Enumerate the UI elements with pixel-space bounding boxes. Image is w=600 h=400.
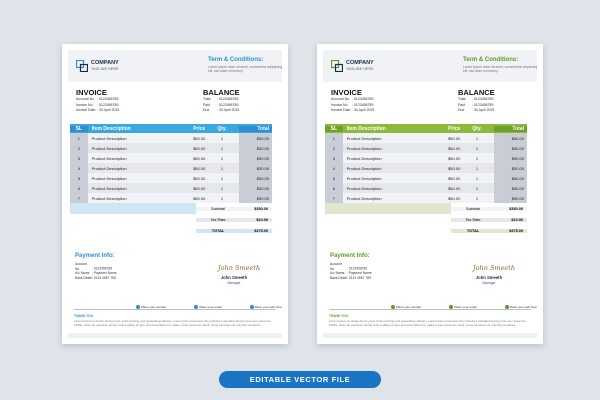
cell-sl: 2 <box>70 143 88 153</box>
info-label: Total <box>203 97 211 101</box>
cell-description: Product Description <box>346 155 382 161</box>
cell-description: Product Description <box>91 185 127 191</box>
info-label: Invoice No <box>76 102 93 107</box>
cell-total: $50.00 <box>239 163 272 173</box>
info-label: Invoice Date <box>331 108 351 112</box>
contact-web: Place your web here <box>254 305 282 309</box>
pay-value: : 0123456789 <box>347 266 368 271</box>
cell-qty: 1 <box>475 145 479 151</box>
total-value: $375.00 <box>495 229 527 233</box>
header-sl: SL <box>325 126 343 132</box>
cell-description: Product Description <box>346 185 382 191</box>
subtotal-row <box>325 203 527 214</box>
info-value: : 30 April 2015 <box>217 108 240 112</box>
table-row <box>325 173 527 183</box>
info-label: Invoice Date <box>76 108 96 112</box>
table-row <box>70 143 272 153</box>
table-row <box>70 193 272 203</box>
cell-price: $50.00 <box>448 145 461 151</box>
header-price: Price <box>448 125 461 132</box>
cell-qty: 1 <box>220 175 224 181</box>
cell-price: $50.00 <box>193 175 206 181</box>
balance-title: BALANCE <box>458 88 495 97</box>
cell-description: Product Description <box>91 135 127 141</box>
info-label: Due <box>203 108 210 112</box>
footer-bar <box>323 333 537 338</box>
tax-value: $10.00 <box>495 218 527 222</box>
cell-description: Product Description <box>346 195 382 201</box>
cell-total: $50.00 <box>494 163 527 173</box>
pay-label: Bank Detail <box>330 276 347 281</box>
info-value: : 30 April 2015 <box>97 108 120 112</box>
cell-total: $50.00 <box>239 193 272 203</box>
cell-sl: 5 <box>325 173 343 183</box>
cell-sl: 6 <box>70 183 88 193</box>
info-label: Paid <box>203 102 211 107</box>
cell-total: $50.00 <box>239 173 272 183</box>
cell-qty: 1 <box>475 195 479 201</box>
info-label: Paid <box>458 102 466 107</box>
cell-sl: 3 <box>70 153 88 163</box>
info-value: : 30 April 2015 <box>352 108 375 112</box>
cell-sl: 4 <box>70 163 88 173</box>
cell-qty: 1 <box>475 135 479 141</box>
contact-web: Place your web here <box>509 305 537 309</box>
payment-info <box>75 262 117 281</box>
cell-price: $50.00 <box>448 165 461 171</box>
subtotal-row <box>70 203 272 214</box>
cell-sl: 1 <box>70 133 88 143</box>
pay-value: : 0123 4567 789 <box>92 276 116 281</box>
table-row <box>70 153 272 163</box>
payment-title: Payment Info: <box>330 253 370 259</box>
header-qty: Qty. <box>472 125 482 132</box>
cell-total: $50.00 <box>239 133 272 143</box>
cell-qty: 1 <box>475 175 479 181</box>
invoice-title: INVOICE <box>76 88 107 97</box>
payment-info <box>330 262 372 281</box>
info-value: : 0123456789 <box>352 97 374 101</box>
cell-sl: 5 <box>70 173 88 183</box>
info-value: : 0123456789 <box>472 97 494 101</box>
table-row <box>325 183 527 193</box>
terms-title: Term & Conditions: <box>463 57 519 63</box>
items-table <box>325 124 527 236</box>
total-row <box>70 225 272 236</box>
cell-qty: 1 <box>220 195 224 201</box>
cell-sl: 6 <box>325 183 343 193</box>
tax-row <box>70 214 272 225</box>
pay-label: Bank Detail <box>75 276 92 281</box>
divider <box>74 309 276 310</box>
signer-role: Manager <box>482 281 496 285</box>
signer-role: Manager <box>227 281 241 285</box>
info-label: Due <box>458 108 465 112</box>
cell-total: $50.00 <box>239 153 272 163</box>
cell-description: Product Description <box>91 175 127 181</box>
footer-text: Lorem Ipsum is simply dummy text of the printing and typesetting industry. Lorem Ipsum has been the industry's standard dummy text ever since the 1500s, when an unknown printer took a galley of type and scrambled it to make a type specimen book. It has survived not only five centuries. <box>74 319 271 327</box>
cell-price: $50.00 <box>193 135 206 141</box>
info-value: : 0123456789 <box>217 97 239 101</box>
subtotal-value: $350.00 <box>240 207 272 211</box>
cell-sl: 7 <box>325 193 343 203</box>
invoice-sheet-blue <box>62 44 288 344</box>
cell-total: $50.00 <box>494 153 527 163</box>
balance-info <box>458 97 494 114</box>
cell-description: Product Description <box>346 145 382 151</box>
tax-value: $10.00 <box>240 218 272 222</box>
subtotal-value: $350.00 <box>495 207 527 211</box>
cell-price: $50.00 <box>193 165 206 171</box>
info-label: Invoice No <box>331 102 348 107</box>
cell-price: $50.00 <box>193 145 206 151</box>
invoice-sheet-green <box>317 44 543 344</box>
info-value: : 0123456789 <box>352 102 374 107</box>
cell-qty: 1 <box>475 165 479 171</box>
cell-total: $50.00 <box>494 183 527 193</box>
table-row <box>70 173 272 183</box>
cell-price: $50.00 <box>193 185 206 191</box>
cell-qty: 1 <box>220 185 224 191</box>
subtotal-label: Subtotal <box>196 207 240 211</box>
cell-price: $50.00 <box>448 185 461 191</box>
header-total: Total <box>239 126 272 132</box>
pay-label: A/c Name <box>330 271 345 276</box>
table-row <box>70 163 272 173</box>
header-sl: SL <box>70 126 88 132</box>
subtotal-label: Subtotal <box>451 207 495 211</box>
cell-qty: 1 <box>475 185 479 191</box>
contact-phone: Place your number <box>141 305 167 309</box>
terms-text: Lorem ipsum dolor sit amet, consectetur adipiscing elit, sed diam nonummy. <box>208 65 283 74</box>
cell-description: Product Description <box>346 165 382 171</box>
cell-price: $50.00 <box>448 195 461 201</box>
cell-sl: 4 <box>325 163 343 173</box>
info-value: : 0123456789 <box>97 102 119 107</box>
tax-row <box>325 214 527 225</box>
total-value: $375.00 <box>240 229 272 233</box>
thank-you: THANK YOU <box>329 314 348 318</box>
pay-value: : Payment Name <box>92 271 117 276</box>
table-row <box>70 183 272 193</box>
cell-qty: 1 <box>220 135 224 141</box>
cell-sl: 1 <box>325 133 343 143</box>
cell-description: Product Description <box>346 175 382 181</box>
cell-total: $50.00 <box>494 133 527 143</box>
cell-price: $50.00 <box>448 175 461 181</box>
info-value: : 0123456789 <box>472 102 494 107</box>
invoice-info <box>331 97 374 114</box>
cell-qty: 1 <box>220 165 224 171</box>
cell-qty: 1 <box>475 155 479 161</box>
logo-squares-icon <box>76 60 88 72</box>
cell-description: Product Description <box>91 155 127 161</box>
table-header <box>70 124 272 133</box>
signature: John Smeeth <box>473 264 516 272</box>
info-value: : 30 April 2015 <box>472 108 495 112</box>
company-tagline: TAGLINE HERE <box>91 67 119 71</box>
cell-total: $50.00 <box>494 193 527 203</box>
cell-total: $50.00 <box>494 143 527 153</box>
info-label: Account No <box>331 97 350 101</box>
header-price: Price <box>193 125 206 132</box>
logo-squares-icon <box>331 60 343 72</box>
cell-description: Product Description <box>346 135 382 141</box>
cell-qty: 1 <box>220 145 224 151</box>
balance-title: BALANCE <box>203 88 240 97</box>
pay-value: : 0123 4567 789 <box>347 276 371 281</box>
divider <box>329 309 531 310</box>
cell-price: $50.00 <box>448 155 461 161</box>
cell-description: Product Description <box>91 145 127 151</box>
cell-description: Product Description <box>91 195 127 201</box>
pay-value: : 0123456789 <box>92 266 113 271</box>
contact-email: Place your email <box>199 305 222 309</box>
editable-vector-badge: EDITABLE VECTOR FILE <box>219 371 381 388</box>
signer-name: John Smeeth <box>220 275 248 280</box>
table-row <box>325 143 527 153</box>
info-label: Total <box>458 97 466 101</box>
cell-total: $50.00 <box>494 173 527 183</box>
info-value: : 0123456789 <box>97 97 119 101</box>
tax-label: Tax Rate <box>451 218 495 222</box>
footer-text: Lorem Ipsum is simply dummy text of the printing and typesetting industry. Lorem Ipsum has been the industry's standard dummy text ever since the 1500s, when an unknown printer took a galley of type and scrambled it to make a type specimen book. It has survived not only five centuries. <box>329 319 526 327</box>
terms-text: Lorem ipsum dolor sit amet, consectetur adipiscing elit, sed diam nonummy. <box>463 65 538 74</box>
cell-sl: 3 <box>325 153 343 163</box>
pay-value: : Payment Name <box>347 271 372 276</box>
cell-price: $50.00 <box>193 195 206 201</box>
table-row <box>325 193 527 203</box>
cell-total: $50.00 <box>239 183 272 193</box>
cell-sl: 2 <box>325 143 343 153</box>
contact-email: Place your email <box>454 305 477 309</box>
total-label: TOTAL <box>451 229 495 233</box>
table-row <box>325 163 527 173</box>
header-description: Item Description <box>91 125 131 132</box>
company-tagline: TAGLINE HERE <box>346 67 374 71</box>
cell-sl: 7 <box>70 193 88 203</box>
pay-label: A/c Name <box>75 271 90 276</box>
balance-info <box>203 97 239 114</box>
items-table <box>70 124 272 236</box>
cell-qty: 1 <box>220 155 224 161</box>
table-row <box>70 133 272 143</box>
header-qty: Qty. <box>217 125 227 132</box>
total-row <box>325 225 527 236</box>
payment-title: Payment Info: <box>75 253 115 259</box>
invoice-header <box>323 50 537 82</box>
footer-bar <box>68 333 282 338</box>
signer-name: John Smeeth <box>475 275 503 280</box>
invoice-info <box>76 97 119 114</box>
terms-title: Term & Conditions: <box>208 57 264 63</box>
total-label: TOTAL <box>196 229 240 233</box>
invoice-header <box>68 50 282 82</box>
info-label: Account No <box>76 97 95 101</box>
tax-label: Tax Rate <box>196 218 240 222</box>
company-name: COMPANY <box>346 60 374 66</box>
header-description: Item Description <box>346 125 386 132</box>
cell-price: $50.00 <box>193 155 206 161</box>
header-total: Total <box>494 126 527 132</box>
table-row <box>325 153 527 163</box>
table-header <box>325 124 527 133</box>
thank-you: THANK YOU <box>74 314 93 318</box>
cell-price: $50.00 <box>448 135 461 141</box>
signature: John Smeeth <box>218 264 261 272</box>
invoice-title: INVOICE <box>331 88 362 97</box>
contact-phone: Place your number <box>396 305 422 309</box>
pay-label: Account No <box>330 262 342 271</box>
company-name: COMPANY <box>91 60 119 66</box>
info-value: : 0123456789 <box>217 102 239 107</box>
table-row <box>325 133 527 143</box>
pay-label: Account No <box>75 262 87 271</box>
cell-total: $50.00 <box>239 143 272 153</box>
cell-description: Product Description <box>91 165 127 171</box>
